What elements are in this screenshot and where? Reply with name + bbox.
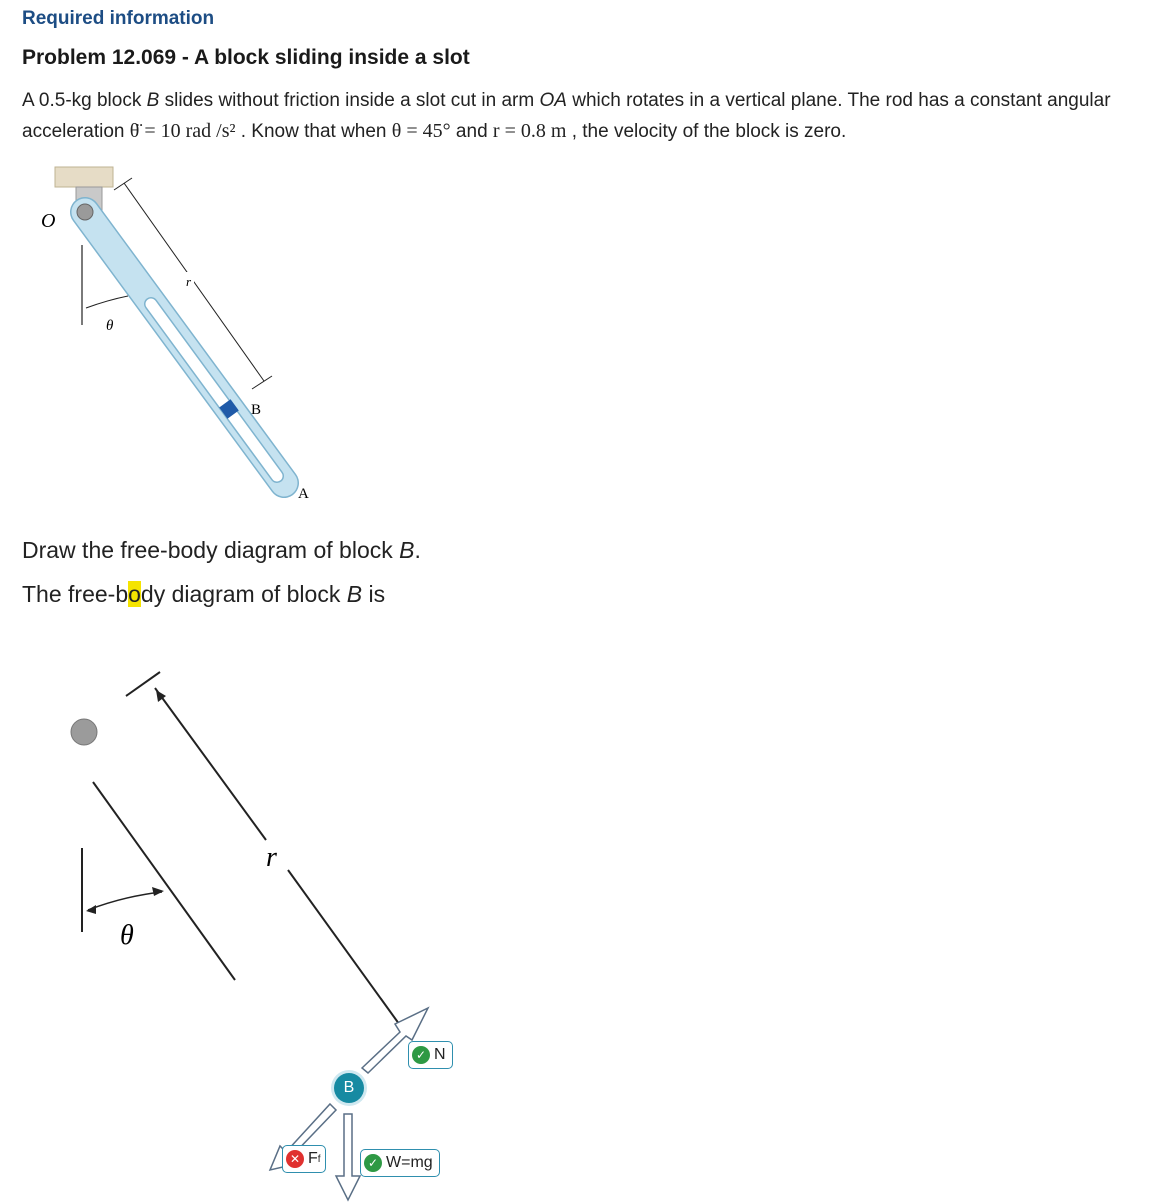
statement-text-3: which rotates in a vertical plane. The rod has a constant angular acceleration	[22, 90, 1111, 142]
block-b-node[interactable]: B	[334, 1073, 364, 1103]
fbd-label-theta: θ	[120, 920, 134, 951]
pivot-pin	[77, 204, 93, 220]
weight-force-arrow[interactable]	[336, 1114, 360, 1200]
force-chip-normal[interactable]: ✓ N	[408, 1041, 453, 1069]
wall-mount	[55, 167, 113, 187]
fbd-r-dimension-bottom	[288, 870, 402, 1028]
fbd-theta-arc	[88, 892, 162, 910]
check-icon: ✓	[364, 1154, 382, 1172]
x-icon: ✕	[286, 1150, 304, 1168]
fbd-arm-line	[93, 782, 235, 980]
problem-title: Problem 12.069 - A block sliding inside a slot	[22, 46, 470, 69]
instruction-draw-fbd: Draw the free-body diagram of block B.	[22, 537, 421, 563]
fbd-r-dimension-top	[155, 688, 266, 840]
fbd-label-r: r	[266, 842, 277, 873]
highlighted-character: o	[128, 581, 141, 607]
label-a: A	[298, 486, 309, 502]
label-o: O	[41, 210, 56, 232]
slot	[151, 304, 277, 476]
math-angular-acceleration: θ̈ = 10 rad /s²	[129, 120, 236, 142]
label-r: r	[186, 274, 192, 289]
statement-text-4: . Know that when	[235, 121, 392, 142]
statement-text-1: A 0.5-kg block	[22, 90, 147, 111]
instruction-fbd-is: The free-body diagram of block B is	[22, 581, 386, 607]
theta-arc	[86, 296, 128, 308]
required-information-heading: Required information	[22, 8, 215, 29]
statement-text-5: and	[450, 121, 493, 142]
force-chip-friction[interactable]: ✕ F f	[282, 1145, 326, 1173]
statement-text-6: , the velocity of the block is zero.	[566, 121, 847, 142]
fbd-pivot	[71, 719, 97, 745]
label-b: B	[251, 402, 262, 418]
math-r: r = 0.8 m	[492, 120, 567, 142]
statement-block-b: B	[146, 90, 160, 111]
statement-arm-oa: OA	[539, 90, 567, 111]
statement-text-2: slides without friction inside a slot cut in arm	[159, 90, 540, 111]
check-icon: ✓	[412, 1046, 430, 1064]
force-chip-weight[interactable]: ✓ W=mg	[360, 1149, 440, 1177]
label-theta: θ	[106, 318, 114, 334]
math-theta: θ = 45°	[391, 120, 451, 142]
